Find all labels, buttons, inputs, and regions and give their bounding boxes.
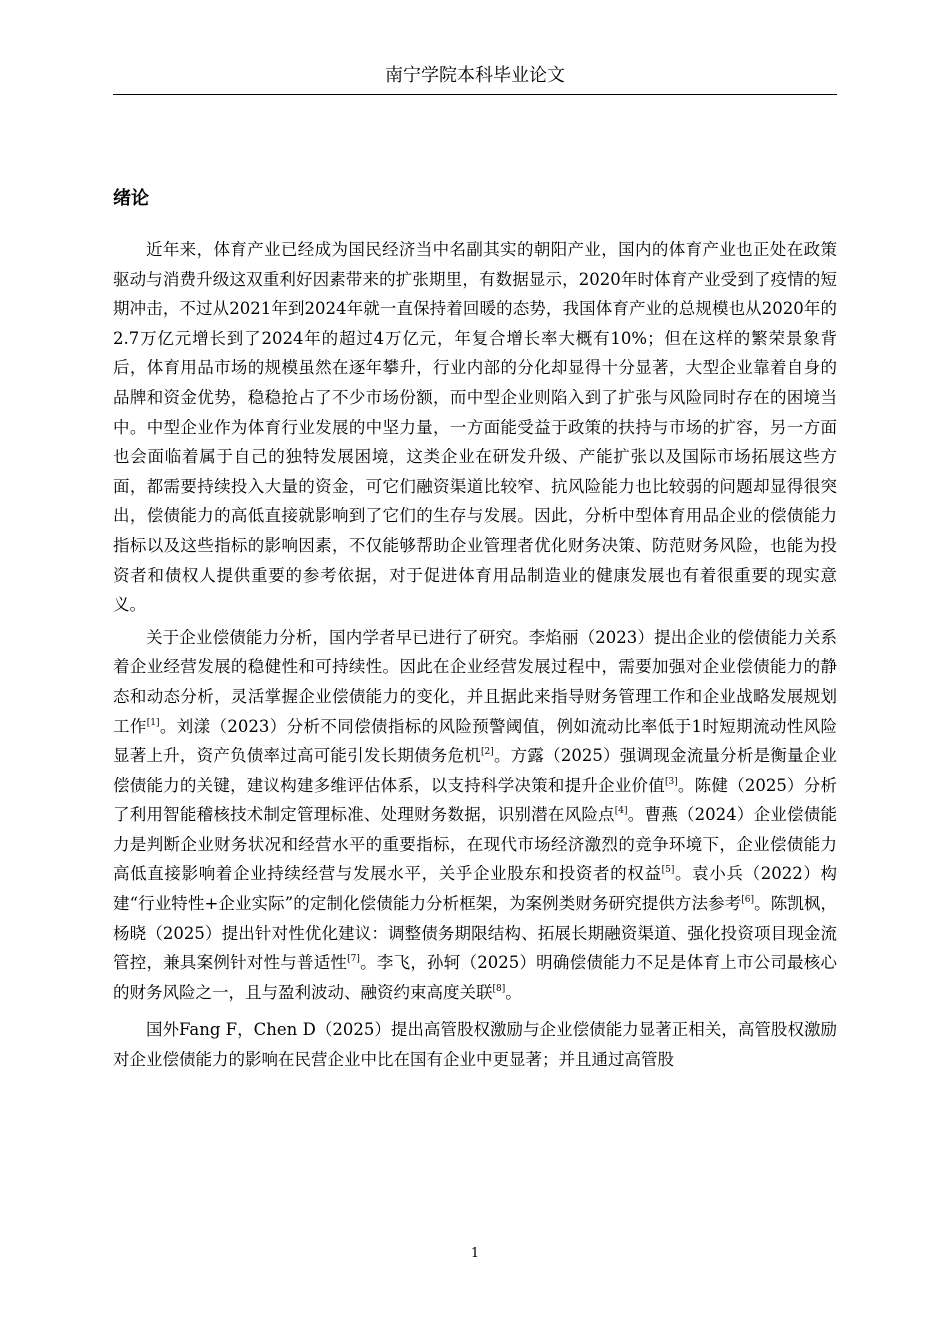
text-segment: 。袁小兵（2022）构建“行业特性+企业实际”的定制化偿债能力分析框架，为案例类财务研究提供方法参考 [113, 864, 838, 914]
paragraph-domestic-literature [113, 623, 837, 1008]
section-heading: 绪论 [113, 188, 149, 209]
text-segment: 关于企业偿债能力分析，国内学者早已进行了研究。李焰丽（2023）提出企业的偿债能力关系着企业经营发展的稳健性和可持续性。因此在企业经营发展过程中，需要加强对企业偿债能力的静态和动态分析，灵活掌握企业偿债能力的变化，并且据此来指导财务管理工作和企业战略发展规划工作 [113, 627, 837, 736]
running-header: 南宁学院本科毕业论文 [113, 62, 837, 95]
text-segment: 。李飞，孙轲（2025）明确偿债能力不足是体育上市公司最核心的财务风险之一，且与盈利波动、融资约束高度关联 [113, 953, 838, 1002]
citation-marker: [7] [347, 954, 360, 965]
page-number: 1 [470, 1246, 480, 1261]
citation-marker: [3] [664, 776, 678, 787]
text-segment: 。方露（2025）强调现金流量分析是衡量企业偿债能力的关键，建议构建多维评估体系，以支持科学决策和提升企业价值 [113, 746, 837, 795]
page-content [113, 185, 837, 1078]
text-segment: 。陈凯枫，杨晓（2025）提出针对性优化建议：调整债务期限结构、拓展长期融资渠道、强化投资项目现金流管控，兼具案例针对性与普适性 [113, 894, 838, 973]
citation-marker: [8] [492, 983, 506, 994]
text-segment: 。刘漾（2023）分析不同偿债指标的风险预警阈值，例如流动比率低于1时短期流动性风险显著上升，资产负债率过高可能引发长期债务危机 [113, 716, 837, 766]
text-segment: 。 [505, 982, 522, 1002]
citation-marker: [5] [661, 865, 675, 876]
citation-marker: [6] [741, 895, 755, 906]
paragraph-foreign-literature: 国外Fang F，Chen D（2025）提出高管股权激励与企业偿债能力显著正相关，高管股权激励对企业偿债能力的影响在民营企业中比在国有企业中更显著；并且通过高管股 [113, 1020, 837, 1070]
citation-marker: [2] [480, 747, 494, 758]
citation-marker: [4] [614, 806, 628, 817]
paragraph-background: 近年来，体育产业已经成为国民经济当中名副其实的朝阳产业，国内的体育产业也正处在政策驱动与消费升级这双重利好因素带来的扩张期里，有数据显示，2020年时体育产业受到了疫情的短期冲击，不过从2021年到2024年就一直保持着回暖的态势，我国体育产业的总规模也从2020年的2.7万亿元增长到了2024年的超过4万亿元，年复合增长率大概有10%；但在这样的繁荣景象背后，体育用品市场的规模虽然在逐年攀升，行业内部的分化却显得十分显著，大型企业靠着自身的品牌和资金优势，稳稳抢占了不少市场份额，而中型企业则陷入到了扩张与风险同时存在的困境当中。中型企业作为体育行业发展的中坚力量，一方面能受益于政策的扶持与市场的扩容，另一方面也会面临着属于自己的独特发展困境，这类企业在研发升级、产能扩张以及国际市场拓展这些方面，都需要持续投入大量的资金，可它们融资渠道比较窄、抗风险能力也比较弱的问题却显得很突出，偿债能力的高低直接就影响到了它们的生存与发展。因此，分析中型体育用品企业的偿债能力指标以及这些指标的影响因素，不仅能够帮助企业管理者优化财务决策、防范财务风险，也能为投资者和债权人提供重要的参考依据，对于促进体育用品制造业的健康发展也有着很重要的现实意义。 [113, 240, 837, 615]
text-segment: 。陈健（2025）分析了利用智能稽核技术制定管理标准、处理财务数据，识别潜在风险点 [113, 775, 837, 825]
citation-marker: [1] [146, 717, 160, 728]
text-segment: 。曹燕（2024）企业偿债能力是判断企业财务状况和经营水平的重要指标，在现代市场经济激烈的竞争环境下，企业偿债能力高低直接影响着企业持续经营与发展水平，关乎企业股东和投资者的权益 [113, 805, 838, 884]
